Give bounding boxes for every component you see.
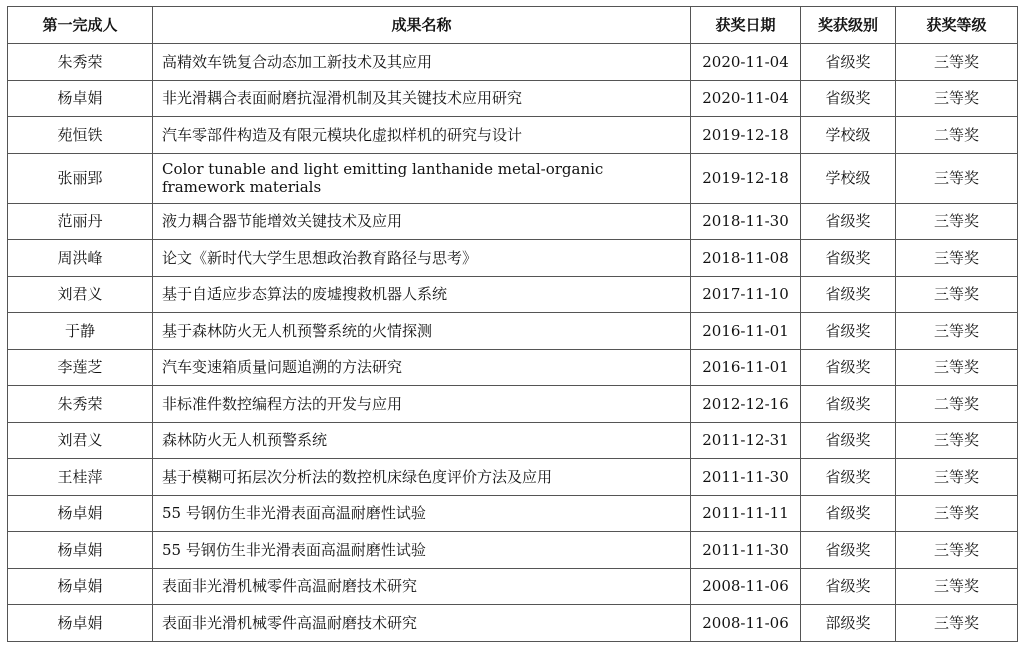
cell-person: 张丽郢 <box>8 153 153 203</box>
cell-grade: 三等奖 <box>896 459 1018 496</box>
header-person: 第一完成人 <box>8 7 153 44</box>
cell-title: 液力耦合器节能增效关键技术及应用 <box>153 203 691 240</box>
cell-grade: 二等奖 <box>896 117 1018 154</box>
cell-grade: 二等奖 <box>896 386 1018 423</box>
cell-person: 杨卓娟 <box>8 605 153 642</box>
header-grade: 获奖等级 <box>896 7 1018 44</box>
cell-date: 2011-11-30 <box>691 532 801 569</box>
cell-level: 部级奖 <box>801 605 896 642</box>
cell-title: 55 号钢仿生非光滑表面高温耐磨性试验 <box>153 532 691 569</box>
cell-level: 省级奖 <box>801 276 896 313</box>
cell-person: 李莲芝 <box>8 349 153 386</box>
table-row <box>8 117 1018 154</box>
cell-date: 2020-11-04 <box>691 80 801 117</box>
table-row <box>8 495 1018 532</box>
cell-title: 非光滑耦合表面耐磨抗湿滑机制及其关键技术应用研究 <box>153 80 691 117</box>
cell-person: 杨卓娟 <box>8 568 153 605</box>
cell-grade: 三等奖 <box>896 422 1018 459</box>
cell-person: 苑恒铁 <box>8 117 153 154</box>
table-row <box>8 44 1018 81</box>
cell-title: 高精效车铣复合动态加工新技术及其应用 <box>153 44 691 81</box>
cell-grade: 三等奖 <box>896 605 1018 642</box>
cell-level: 省级奖 <box>801 495 896 532</box>
cell-level: 省级奖 <box>801 203 896 240</box>
cell-level: 省级奖 <box>801 386 896 423</box>
cell-level: 学校级 <box>801 117 896 154</box>
cell-person: 杨卓娟 <box>8 80 153 117</box>
cell-person: 于静 <box>8 313 153 350</box>
cell-title: Color tunable and light emitting lanthanide metal-organic framework materials <box>153 153 691 203</box>
table-row <box>8 605 1018 642</box>
cell-grade: 三等奖 <box>896 44 1018 81</box>
table-row <box>8 532 1018 569</box>
awards-table <box>7 6 1018 642</box>
cell-date: 2020-11-04 <box>691 44 801 81</box>
cell-title: 基于模糊可拓层次分析法的数控机床绿色度评价方法及应用 <box>153 459 691 496</box>
cell-person: 刘君义 <box>8 276 153 313</box>
cell-grade: 三等奖 <box>896 276 1018 313</box>
cell-grade: 三等奖 <box>896 532 1018 569</box>
awards-table-wrapper <box>7 6 1018 642</box>
header-title: 成果名称 <box>153 7 691 44</box>
cell-person: 朱秀荣 <box>8 386 153 423</box>
cell-date: 2019-12-18 <box>691 153 801 203</box>
cell-grade: 三等奖 <box>896 240 1018 277</box>
table-row <box>8 349 1018 386</box>
cell-date: 2017-11-10 <box>691 276 801 313</box>
cell-grade: 三等奖 <box>896 313 1018 350</box>
table-row <box>8 422 1018 459</box>
table-row <box>8 568 1018 605</box>
cell-person: 杨卓娟 <box>8 532 153 569</box>
cell-grade: 三等奖 <box>896 203 1018 240</box>
cell-level: 省级奖 <box>801 349 896 386</box>
cell-date: 2011-11-11 <box>691 495 801 532</box>
table-body <box>8 44 1018 642</box>
table-row <box>8 386 1018 423</box>
table-row <box>8 153 1018 203</box>
cell-title: 非标准件数控编程方法的开发与应用 <box>153 386 691 423</box>
cell-level: 省级奖 <box>801 240 896 277</box>
table-row <box>8 459 1018 496</box>
cell-title: 基于森林防火无人机预警系统的火情探测 <box>153 313 691 350</box>
cell-level: 学校级 <box>801 153 896 203</box>
cell-title: 表面非光滑机械零件高温耐磨技术研究 <box>153 605 691 642</box>
cell-date: 2008-11-06 <box>691 605 801 642</box>
cell-title: 汽车变速箱质量问题追溯的方法研究 <box>153 349 691 386</box>
table-header-row <box>8 7 1018 44</box>
cell-person: 刘君义 <box>8 422 153 459</box>
cell-date: 2008-11-06 <box>691 568 801 605</box>
header-level: 奖获级别 <box>801 7 896 44</box>
cell-grade: 三等奖 <box>896 568 1018 605</box>
cell-person: 杨卓娟 <box>8 495 153 532</box>
cell-date: 2011-11-30 <box>691 459 801 496</box>
cell-date: 2016-11-01 <box>691 313 801 350</box>
table-row <box>8 80 1018 117</box>
cell-date: 2012-12-16 <box>691 386 801 423</box>
cell-grade: 三等奖 <box>896 349 1018 386</box>
cell-title: 论文《新时代大学生思想政治教育路径与思考》 <box>153 240 691 277</box>
cell-level: 省级奖 <box>801 532 896 569</box>
cell-date: 2016-11-01 <box>691 349 801 386</box>
cell-grade: 三等奖 <box>896 153 1018 203</box>
cell-person: 范丽丹 <box>8 203 153 240</box>
cell-date: 2018-11-30 <box>691 203 801 240</box>
table-row <box>8 203 1018 240</box>
table-row <box>8 313 1018 350</box>
table-row <box>8 276 1018 313</box>
cell-title: 表面非光滑机械零件高温耐磨技术研究 <box>153 568 691 605</box>
cell-level: 省级奖 <box>801 568 896 605</box>
cell-title: 基于自适应步态算法的废墟搜救机器人系统 <box>153 276 691 313</box>
table-row <box>8 240 1018 277</box>
cell-grade: 三等奖 <box>896 495 1018 532</box>
cell-title: 55 号钢仿生非光滑表面高温耐磨性试验 <box>153 495 691 532</box>
cell-grade: 三等奖 <box>896 80 1018 117</box>
cell-date: 2019-12-18 <box>691 117 801 154</box>
cell-person: 朱秀荣 <box>8 44 153 81</box>
cell-level: 省级奖 <box>801 80 896 117</box>
cell-person: 王桂萍 <box>8 459 153 496</box>
cell-level: 省级奖 <box>801 44 896 81</box>
header-date: 获奖日期 <box>691 7 801 44</box>
cell-level: 省级奖 <box>801 459 896 496</box>
cell-level: 省级奖 <box>801 422 896 459</box>
cell-person: 周洪峰 <box>8 240 153 277</box>
cell-date: 2018-11-08 <box>691 240 801 277</box>
cell-level: 省级奖 <box>801 313 896 350</box>
cell-date: 2011-12-31 <box>691 422 801 459</box>
cell-title: 森林防火无人机预警系统 <box>153 422 691 459</box>
cell-title: 汽车零部件构造及有限元模块化虚拟样机的研究与设计 <box>153 117 691 154</box>
